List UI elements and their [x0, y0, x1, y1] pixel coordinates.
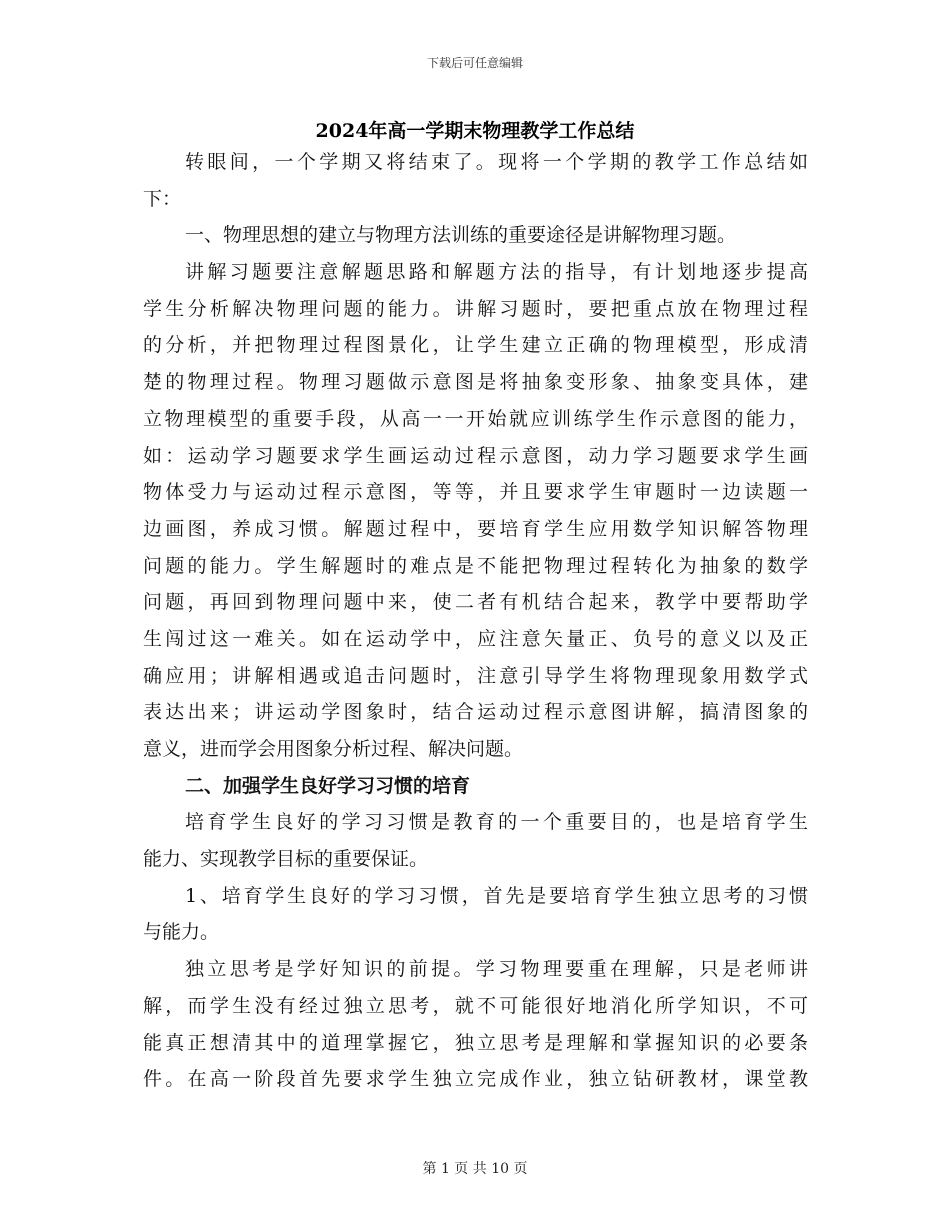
paragraph-line: 问题的能力。学生解题时的难点是不能把物理过程转化为抽象的数学: [143, 554, 808, 577]
paragraph-line: 讲解习题要注意解题思路和解题方法的指导，有计划地逐步提高: [185, 261, 808, 284]
paragraph-line: 1、培育学生良好的学习习惯，首先是要培育学生独立思考的习惯: [185, 884, 808, 907]
paragraph-line: 如：运动学习题要求学生画运动过程示意图，动力学习题要求学生画: [143, 444, 808, 467]
document-body: [143, 144, 808, 1098]
page-header: 下载后可任意编辑: [426, 56, 523, 70]
paragraph-line: 培育学生良好的学习习惯是教育的一个重要目的，也是培育学生: [185, 811, 808, 834]
paragraph-line: 物体受力与运动过程示意图，等等，并且要求学生审题时一边读题一: [143, 481, 808, 504]
document-title: 2024年高一学期末物理教学工作总结: [315, 120, 635, 142]
paragraph-line: 立物理模型的重要手段，从高一一开始就应训练学生作示意图的能力，: [143, 407, 808, 430]
paragraph-line: 问题，再回到物理问题中来，使二者有机结合起来，教学中要帮助学: [143, 591, 808, 614]
paragraph-line: 边画图，养成习惯。解题过程中，要培育学生应用数学知识解答物理: [143, 517, 808, 540]
page-footer: 第 1 页 共 10 页: [422, 1161, 528, 1177]
paragraph-line: 与能力。: [143, 921, 220, 944]
paragraph-line: 楚的物理过程。物理习题做示意图是将抽象变形象、抽象变具体，建: [143, 371, 808, 394]
paragraph-line: 转眼间，一个学期又将结束了。现将一个学期的教学工作总结如: [185, 151, 808, 173]
paragraph-line: 能真正想清其中的道理掌握它，独立思考是理解和掌握知识的必要条: [143, 1031, 808, 1054]
paragraph-line: 下：: [143, 187, 182, 210]
paragraph-line: 的分析，并把物理过程图景化，让学生建立正确的物理模型，形成清: [143, 334, 808, 357]
paragraph-line: 件。在高一阶段首先要求学生独立完成作业，独立钻研教材，课堂教: [143, 1068, 808, 1091]
paragraph-line: 一、物理思想的建立与物理方法训练的重要途径是讲解物理习题。: [185, 224, 737, 247]
paragraph-line: 能力、实现教学目标的重要保证。: [143, 848, 429, 871]
paragraph-line: 意义，进而学会用图象分析过程、解决问题。: [143, 738, 524, 760]
paragraph-line: 学生分析解决物理问题的能力。讲解习题时，要把重点放在物理过程: [143, 297, 808, 320]
paragraph-line: 确应用；讲解相遇或追击问题时，注意引导学生将物理现象用数学式: [143, 664, 808, 687]
paragraph-line: 生闯过这一难关。如在运动学中，应注意矢量正、负号的意义以及正: [143, 627, 808, 650]
paragraph-line: 独立思考是学好知识的前提。学习物理要重在理解，只是老师讲: [185, 958, 808, 981]
paragraph-line: 解，而学生没有经过独立思考，就不可能很好地消化所学知识，不可: [143, 994, 808, 1017]
paragraph-line: 表达出来；讲运动学图象时，结合运动过程示意图讲解，搞清图象的: [143, 701, 808, 724]
section-heading: 二、加强学生良好学习习惯的培育: [185, 774, 471, 797]
